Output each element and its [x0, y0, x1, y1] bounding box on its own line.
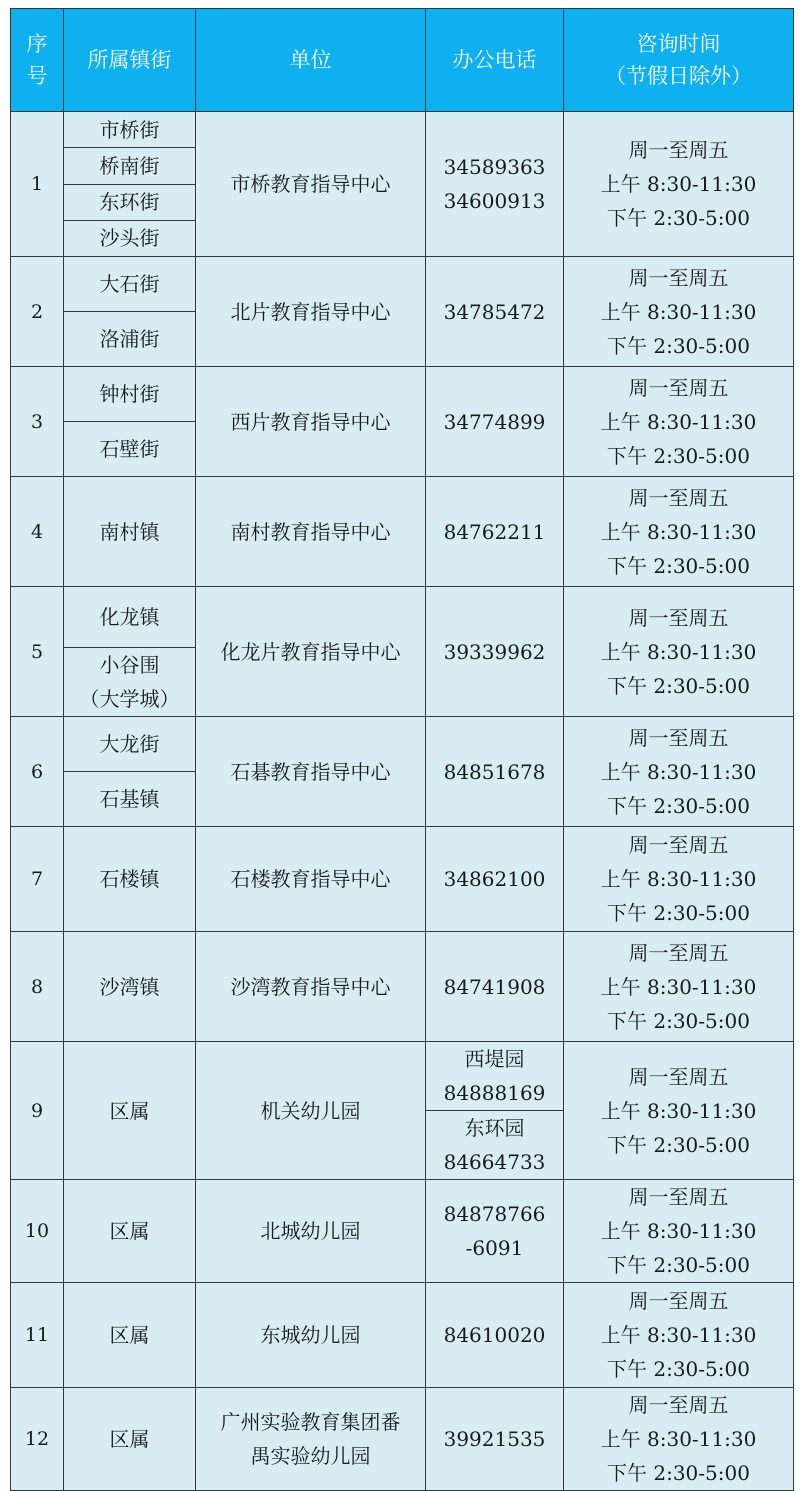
hours-line: 下午 2:30-5:00: [607, 553, 750, 578]
hours-line: 周一至周五: [628, 833, 729, 857]
phone-line: 84762211: [443, 519, 546, 544]
cell-unit: 石楼教育指导中心: [196, 827, 426, 932]
table-row: [11, 1283, 794, 1388]
phone-line: 34774899: [443, 409, 546, 434]
phone-line: -6091: [465, 1236, 524, 1260]
cell-phone: [426, 1180, 564, 1283]
table-row: [11, 477, 794, 587]
cell-hours: [564, 587, 794, 717]
header-seq: 序 号: [11, 9, 64, 112]
hours-line: 周一至周五: [628, 375, 729, 400]
cell-seq: 6: [11, 717, 64, 827]
cell-hours: [564, 1180, 794, 1283]
cell-district: 钟村街: [64, 367, 196, 422]
cell-district: 市桥街: [64, 112, 196, 148]
cell-phone: [426, 1283, 564, 1388]
cell-phone: [426, 932, 564, 1042]
cell-district: 桥南街: [64, 148, 196, 184]
cell-phone: [426, 1388, 564, 1491]
cell-hours: [564, 112, 794, 257]
hours-line: 下午 2:30-5:00: [607, 206, 750, 230]
cell-unit: 石碁教育指导中心: [196, 717, 426, 827]
hours-line: 周一至周五: [628, 265, 729, 290]
cell-district: 大石街: [64, 257, 196, 312]
cell-district: 区属: [64, 1042, 196, 1180]
education-contact-table: [10, 8, 794, 1491]
cell-hours: [564, 717, 794, 827]
cell-phone: [426, 717, 564, 827]
hours-line: 下午 2:30-5:00: [607, 1357, 750, 1381]
cell-district: 大龙街: [64, 717, 196, 772]
header-phone: 办公电话: [426, 9, 564, 112]
district-line: （大学城）: [79, 687, 180, 711]
phone-line: 39339962: [443, 639, 546, 664]
cell-district: [64, 648, 196, 717]
table-body: [11, 112, 794, 1491]
hours-line: 周一至周五: [628, 485, 729, 510]
hours-line: 上午 8:30-11:30: [600, 519, 757, 544]
phone-line: 东环园: [464, 1116, 525, 1140]
cell-hours: [564, 257, 794, 367]
cell-phone: [426, 587, 564, 717]
header-district: 所属镇街: [64, 9, 196, 112]
cell-seq: 9: [11, 1042, 64, 1180]
cell-seq: 2: [11, 257, 64, 367]
cell-hours: [564, 1388, 794, 1491]
cell-district: 化龙镇: [64, 587, 196, 648]
hours-line: 下午 2:30-5:00: [607, 1253, 750, 1277]
header-hours: 咨询时间 （节假日除外）: [564, 9, 794, 112]
cell-district: 区属: [64, 1388, 196, 1491]
table-row: [11, 112, 794, 148]
cell-district: 石壁街: [64, 422, 196, 477]
header-unit: 单位: [196, 9, 426, 112]
phone-line: 西堤园: [464, 1047, 525, 1071]
hours-line: 下午 2:30-5:00: [607, 901, 750, 925]
hours-line: 上午 8:30-11:30: [600, 639, 757, 664]
table-row: [11, 587, 794, 648]
cell-unit: 西片教育指导中心: [196, 367, 426, 477]
phone-line: 34600913: [443, 189, 546, 213]
table-row: [11, 827, 794, 932]
cell-unit: 南村教育指导中心: [196, 477, 426, 587]
hours-line: 周一至周五: [628, 1393, 729, 1417]
cell-phone: [426, 827, 564, 932]
cell-district: 石楼镇: [64, 827, 196, 932]
cell-seq: 3: [11, 367, 64, 477]
hours-line: 下午 2:30-5:00: [607, 1461, 750, 1485]
table-row: [11, 1042, 794, 1111]
phone-line: 84851678: [443, 759, 546, 784]
cell-hours: [564, 477, 794, 587]
hours-line: 周一至周五: [628, 1289, 729, 1313]
cell-seq: 11: [11, 1283, 64, 1388]
cell-phone: [426, 1111, 564, 1180]
hours-line: 上午 8:30-11:30: [600, 1427, 757, 1451]
contact-table-container: [10, 8, 793, 1491]
table-row: [11, 257, 794, 312]
cell-unit: [196, 1388, 426, 1491]
hours-line: 下午 2:30-5:00: [607, 793, 750, 818]
cell-seq: 5: [11, 587, 64, 717]
cell-district: 东环街: [64, 184, 196, 220]
cell-phone: [426, 477, 564, 587]
hours-line: 下午 2:30-5:00: [607, 443, 750, 468]
phone-line: 84664733: [443, 1150, 546, 1174]
cell-unit: 北片教育指导中心: [196, 257, 426, 367]
hours-line: 周一至周五: [628, 1185, 729, 1209]
hours-line: 下午 2:30-5:00: [607, 1132, 750, 1157]
phone-line: 39921535: [443, 1427, 546, 1451]
hours-line: 上午 8:30-11:30: [600, 867, 757, 891]
cell-seq: 1: [11, 112, 64, 257]
cell-unit: 机关幼儿园: [196, 1042, 426, 1180]
hours-line: 周一至周五: [628, 725, 729, 750]
cell-district: 区属: [64, 1180, 196, 1283]
unit-line: 广州实验教育集团番: [220, 1410, 401, 1434]
cell-district: 石基镇: [64, 772, 196, 827]
table-row: [11, 1180, 794, 1283]
hours-line: 上午 8:30-11:30: [600, 172, 757, 196]
cell-phone: [426, 1042, 564, 1111]
hours-line: 下午 2:30-5:00: [607, 333, 750, 358]
hours-line: 周一至周五: [628, 1064, 729, 1089]
hours-line: 周一至周五: [628, 940, 729, 965]
hours-line: 上午 8:30-11:30: [600, 759, 757, 784]
cell-unit: 东城幼儿园: [196, 1283, 426, 1388]
cell-unit: 市桥教育指导中心: [196, 112, 426, 257]
cell-unit: 北城幼儿园: [196, 1180, 426, 1283]
cell-district: 沙头街: [64, 220, 196, 256]
cell-phone: [426, 367, 564, 477]
hours-line: 上午 8:30-11:30: [600, 1098, 757, 1123]
table-row: [11, 717, 794, 772]
cell-seq: 10: [11, 1180, 64, 1283]
cell-district: 洛浦街: [64, 312, 196, 367]
cell-district: 沙湾镇: [64, 932, 196, 1042]
phone-line: 84878766: [443, 1202, 546, 1226]
table-header: [11, 9, 794, 112]
cell-district: 区属: [64, 1283, 196, 1388]
cell-unit: 沙湾教育指导中心: [196, 932, 426, 1042]
hours-line: 上午 8:30-11:30: [600, 1323, 757, 1347]
phone-line: 84741908: [443, 974, 546, 999]
cell-hours: [564, 932, 794, 1042]
table-row: [11, 932, 794, 1042]
header-row: [11, 9, 794, 112]
cell-hours: [564, 1283, 794, 1388]
phone-line: 84610020: [443, 1323, 546, 1347]
cell-phone: [426, 112, 564, 257]
cell-unit: 化龙片教育指导中心: [196, 587, 426, 717]
cell-phone: [426, 257, 564, 367]
hours-line: 下午 2:30-5:00: [607, 1008, 750, 1033]
phone-line: 34862100: [443, 867, 546, 891]
cell-hours: [564, 367, 794, 477]
cell-seq: 12: [11, 1388, 64, 1491]
cell-hours: [564, 827, 794, 932]
hours-line: 上午 8:30-11:30: [600, 299, 757, 324]
phone-line: 34589363: [443, 155, 546, 179]
hours-line: 周一至周五: [628, 138, 729, 162]
hours-line: 上午 8:30-11:30: [600, 409, 757, 434]
district-line: 小谷围: [99, 653, 160, 677]
table-row: [11, 367, 794, 422]
hours-line: 上午 8:30-11:30: [600, 974, 757, 999]
cell-district: 南村镇: [64, 477, 196, 587]
cell-seq: 8: [11, 932, 64, 1042]
unit-line: 禺实验幼儿园: [250, 1444, 371, 1468]
table-row: [11, 1388, 794, 1491]
phone-line: 84888169: [443, 1081, 546, 1105]
cell-hours: [564, 1042, 794, 1180]
hours-line: 上午 8:30-11:30: [600, 1219, 757, 1243]
cell-seq: 7: [11, 827, 64, 932]
cell-seq: 4: [11, 477, 64, 587]
phone-line: 34785472: [443, 299, 546, 324]
hours-line: 周一至周五: [628, 605, 729, 630]
hours-line: 下午 2:30-5:00: [607, 673, 750, 698]
